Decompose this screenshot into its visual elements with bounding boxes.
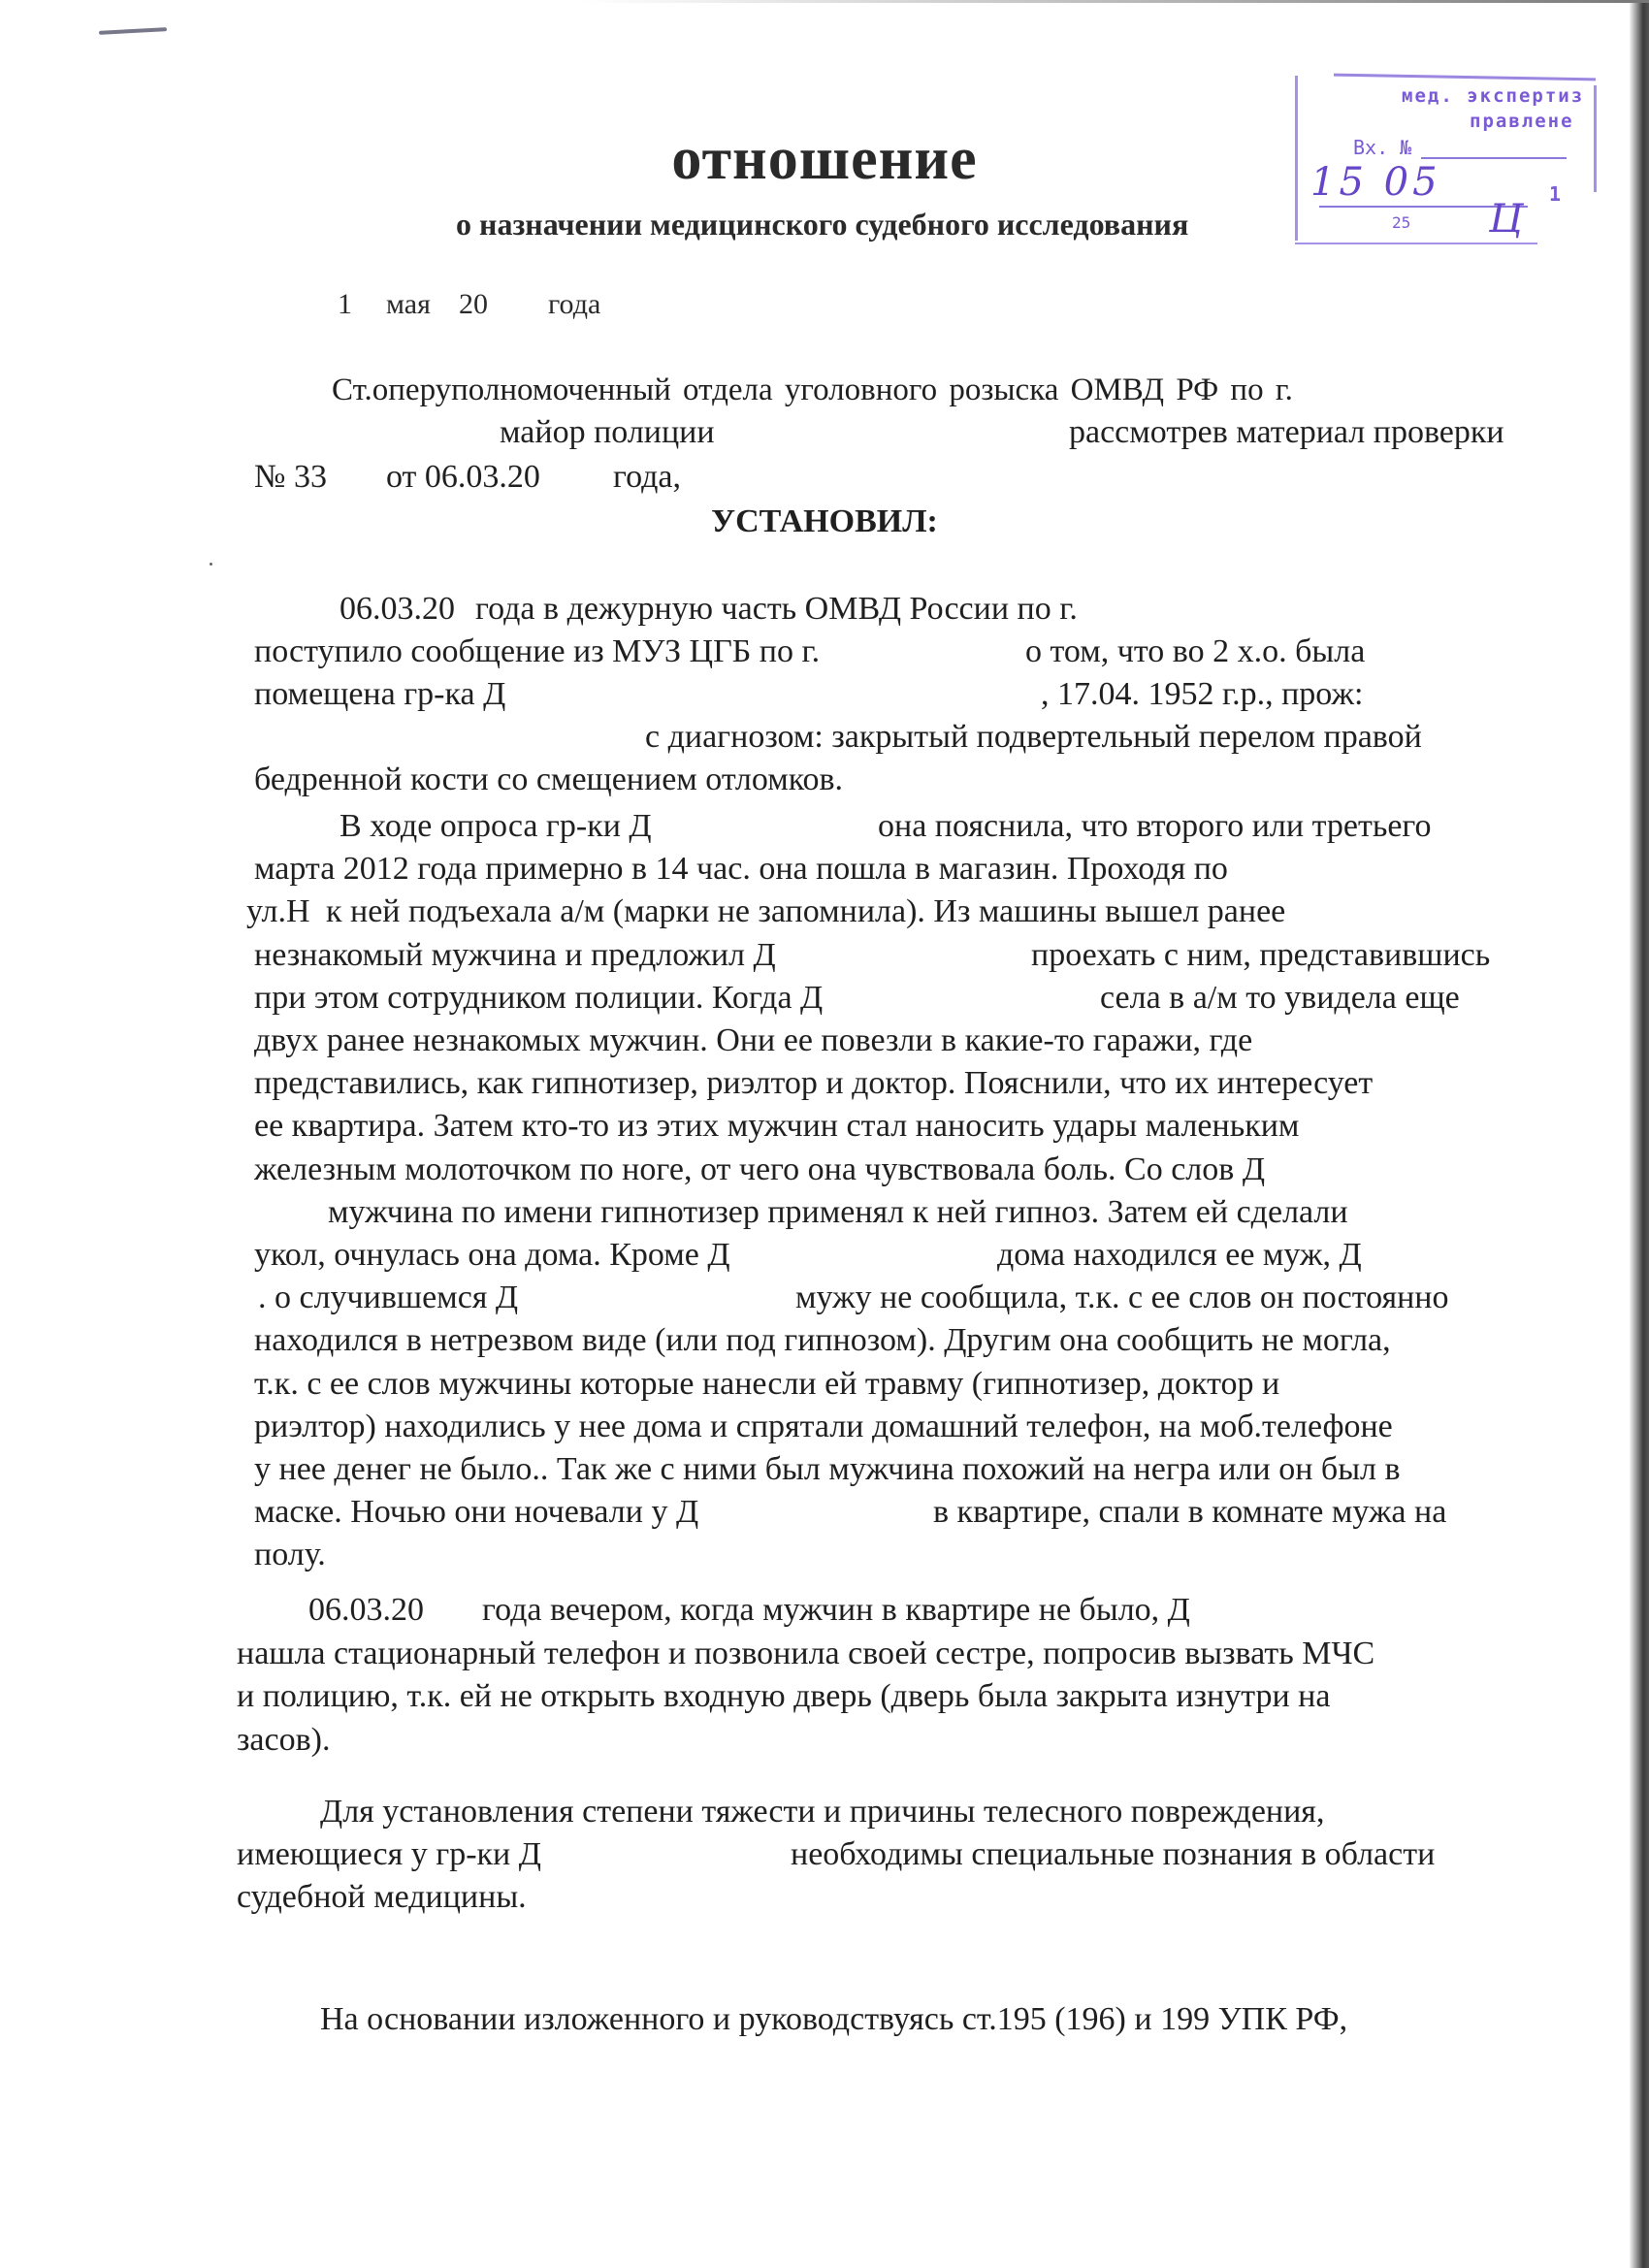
body-line-text-continued: села в а/м то увидела еще — [1100, 980, 1460, 1016]
body-line — [0, 1536, 1649, 1574]
body-line-text: риэлтор) находились у нее дома и спрятали домашний телефон, на моб.телефоне — [254, 1409, 1393, 1444]
body-line-text-continued: мужу не сообщила, т.к. с ее слов он постоянно — [795, 1280, 1449, 1315]
body-line-text: Для установления степени тяжести и причины телесного повреждения, — [320, 1794, 1325, 1830]
stamp-year: 1 — [1549, 182, 1562, 206]
established-heading: УСТАНОВИЛ: — [711, 503, 938, 539]
body-line — [0, 1677, 1649, 1716]
body-line-text: поступило сообщение из МУЗ ЦГБ по г. — [254, 633, 821, 669]
body-line — [0, 1236, 1649, 1275]
body-line — [0, 1408, 1649, 1446]
stamp-org-line1: мед. экспертиз — [1402, 85, 1585, 107]
body-line-text: полу. — [254, 1537, 326, 1572]
body-line-text-continued: года вечером, когда мужчин в квартире не было, Д — [482, 1592, 1190, 1628]
body-line — [0, 1721, 1649, 1760]
body-line-text: находился в нетрезвом виде (или под гипнозом). Другим она сообщить не могла, — [254, 1322, 1391, 1358]
body-line-text-continued: , 17.04. 1952 г.р., прож: — [1041, 676, 1364, 712]
body-line — [0, 761, 1649, 799]
body-line-text: нашла стационарный телефон и позвонила своей сестре, попросив вызвать МЧС — [237, 1636, 1375, 1671]
stamp-signature: Ц — [1489, 197, 1523, 242]
body-line-text: маске. Ночью они ночевали у Д — [254, 1494, 699, 1530]
body-line-text: представились, как гипнотизер, риэлтор и доктор. Пояснили, что их интересует — [254, 1065, 1374, 1101]
intro-case-date: от 06.03.20 — [386, 459, 540, 495]
body-line-text: 06.03.20 — [340, 591, 455, 627]
body-line — [0, 718, 1649, 757]
body-line-text: имеющиеся у гр-ки Д — [237, 1836, 541, 1872]
body-line-text-continued: мужчина по имени гипнотизер применял к ней гипноз. Затем ей сделали — [328, 1194, 1348, 1230]
stamp-received-date: 15 05 — [1310, 160, 1441, 205]
pen-mark — [99, 27, 167, 35]
body-line-text: ул.Н — [246, 893, 310, 929]
body-line-text: у нее денег не было.. Так же с ними был мужчина похожий на негра или он был в — [254, 1451, 1401, 1487]
body-line — [0, 1193, 1649, 1232]
body-line-text: при этом сотрудником полиции. Когда Д — [254, 980, 824, 1016]
body-line-text: ее квартира. Затем кто-то из этих мужчин стал наносить удары маленьким — [254, 1108, 1300, 1144]
body-line — [0, 590, 1649, 629]
date-suffix: года — [548, 288, 601, 320]
intro-rank: майор полиции — [500, 414, 715, 450]
body-line-text-continued: о том, что во 2 х.о. была — [1025, 633, 1366, 669]
body-line-text-continued: в квартире, спали в комнате мужа на — [933, 1494, 1447, 1530]
body-line-text: бедренной кости со смещением отломков. — [254, 761, 844, 797]
body-line-text: помещена гр-ка Д — [254, 676, 506, 712]
body-line — [0, 936, 1649, 975]
stamp-sub-number: 25 — [1392, 213, 1411, 232]
body-line-text: железным молоточком по ноге, от чего она чувствовала боль. Со слов Д — [254, 1151, 1266, 1187]
body-line — [0, 675, 1649, 714]
body-line — [0, 1021, 1649, 1060]
intro-line-2 — [0, 413, 1649, 452]
document-subtitle: о назначении медицинского судебного исследования — [456, 207, 1189, 242]
body-line-text: двух ранее незнакомых мужчин. Они ее повезли в какие-то гаражи, где — [254, 1022, 1253, 1058]
body-line-text: укол, очнулась она дома. Кроме Д — [254, 1237, 730, 1273]
body-line — [0, 1450, 1649, 1489]
intro-review: рассмотрев материал проверки — [1069, 414, 1504, 450]
basis-paragraph: На основании изложенного и руководствуясь ст.195 (196) и 199 УПК РФ, — [320, 2001, 1348, 2037]
body-line — [0, 632, 1649, 671]
stamp-border — [1334, 74, 1596, 81]
body-line — [0, 1150, 1649, 1189]
body-line — [0, 1321, 1649, 1360]
body-line — [0, 1793, 1649, 1831]
document-title: отношение — [671, 126, 978, 192]
date-year: 20 — [459, 288, 488, 320]
stamp-org-line2: правлене — [1470, 111, 1574, 132]
body-line-text-continued: года в дежурную часть ОМВД России по г. — [475, 591, 1078, 627]
intro-year-suffix: года, — [613, 459, 682, 495]
body-line — [0, 1635, 1649, 1673]
body-line-text: засов). — [237, 1722, 331, 1758]
intro-line-3 — [0, 458, 1649, 497]
body-line — [0, 807, 1649, 846]
body-line-text-continued: проехать с ним, представившись — [1031, 937, 1491, 973]
stamp-number-label: Вх. № — [1353, 136, 1412, 159]
body-line — [0, 1064, 1649, 1103]
date-month: мая — [386, 288, 431, 320]
body-line — [0, 1835, 1649, 1874]
date-day: 1 — [338, 288, 352, 320]
body-line-text: судебной медицины. — [237, 1879, 527, 1915]
document-date — [338, 287, 600, 322]
body-line-text-continued: к ней подъехала а/м (марки не запомнила). Из машины вышел ранее — [326, 893, 1286, 929]
body-line-text-continued: дома находился ее муж, Д — [997, 1237, 1362, 1273]
body-line — [0, 1279, 1649, 1317]
body-line — [0, 1365, 1649, 1404]
body-line-text: и полицию, т.к. ей не открыть входную дверь (дверь была закрыта изнутри на — [237, 1678, 1331, 1714]
body-line — [0, 850, 1649, 889]
body-line — [0, 892, 1649, 931]
body-line-text: . о случившемся Д — [258, 1280, 519, 1315]
body-line-text-continued: необходимы специальные познания в области — [791, 1836, 1436, 1872]
body-line — [0, 979, 1649, 1018]
body-line — [0, 1591, 1649, 1630]
body-line-text: марта 2012 года примерно в 14 час. она пошла в магазин. Проходя по — [254, 851, 1228, 887]
body-line-text-continued: с диагнозом: закрытый подвертельный перелом правой — [645, 719, 1422, 755]
body-line-text-continued: она пояснила, что второго или третьего — [878, 808, 1432, 844]
scan-speck — [210, 563, 212, 566]
scan-top-edge — [582, 0, 1649, 3]
body-line-text: В ходе опроса гр-ки Д — [340, 808, 652, 844]
intro-case-number: № 33 — [254, 459, 327, 495]
body-line — [0, 1493, 1649, 1532]
intro-line-1: Ст.оперуполномоченный отдела уголовного розыска ОМВД РФ по г. — [332, 373, 1293, 407]
body-line-text: незнакомый мужчина и предложил Д — [254, 937, 776, 973]
body-line-text: т.к. с ее слов мужчины которые нанесли ей травму (гипнотизер, доктор и — [254, 1366, 1280, 1402]
body-line — [0, 1107, 1649, 1146]
stamp-border — [1295, 243, 1537, 244]
body-line-text: 06.03.20 — [308, 1592, 424, 1628]
body-line — [0, 1878, 1649, 1917]
